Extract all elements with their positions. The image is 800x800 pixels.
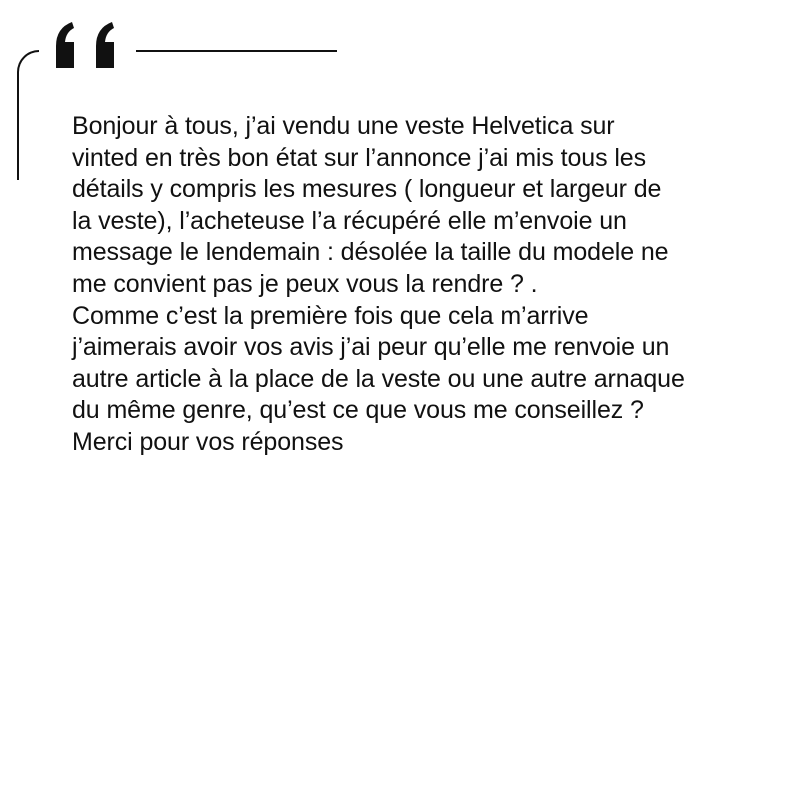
- quote-line: Merci pour vos réponses: [72, 427, 344, 456]
- side-bracket-line: [17, 50, 39, 180]
- quote-line: message le lendemain : désolée la taille du modele ne: [72, 238, 669, 267]
- top-rule: [136, 50, 337, 52]
- quote-text: [72, 111, 752, 459]
- quote-line: Comme c’est la première fois que cela m’arrive: [72, 301, 589, 330]
- quote-line: la veste), l’acheteuse l’a récupéré elle m’envoie un: [72, 206, 627, 235]
- quote-line: autre article à la place de la veste ou une autre arnaque: [72, 364, 685, 393]
- quote-line: Bonjour à tous, j’ai vendu une veste Helvetica sur: [72, 112, 615, 140]
- quote-line: me convient pas je peux vous la rendre ? .: [72, 269, 538, 298]
- quote-open-icon: [52, 20, 122, 70]
- quote-line: du même genre, qu’est ce que vous me conseillez ?: [72, 396, 644, 425]
- quote-line: vinted en très bon état sur l’annonce j’ai mis tous les: [72, 143, 646, 172]
- quote-line: j’aimerais avoir vos avis j’ai peur qu’elle me renvoie un: [72, 333, 670, 362]
- quote-line: détails y compris les mesures ( longueur et largeur de: [72, 175, 662, 204]
